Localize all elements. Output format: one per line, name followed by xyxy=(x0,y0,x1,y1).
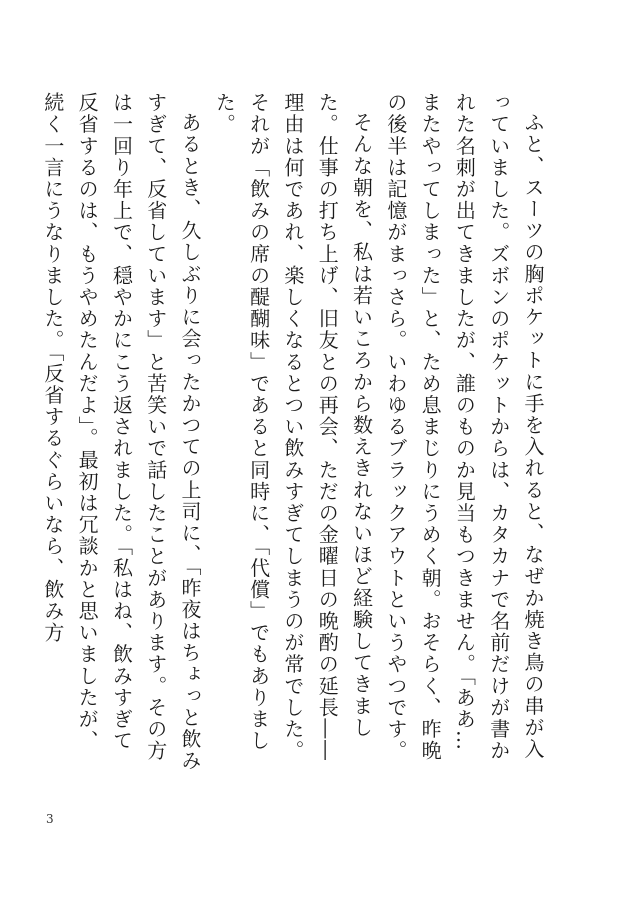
paragraph-1: ふと、スーツの胸ポケットに手を入れると、なぜか焼き鳥の串が入っていました。ズボンのポケットからは、カタカナで名前だけが書かれた名刺が出てきましたが、誰のものか見当もつきません。「ああ…またやってしまった」と、ため息まじりにうめく朝。おそらく、昨晩の後半は記憶がまっさら。いわゆるブラックアウトというやつです。 xyxy=(383,92,545,762)
body-text xyxy=(40,92,550,772)
paragraph-3: あるとき、久しぶりに会ったかつての上司に、「昨夜はちょっと飲みすぎて、反省しています」と苦笑いで話したことがあります。その方は一回り年上で、穏やかにこう返されました。「私はね、飲みすぎて反省するのは、もうやめたんだよ」。最初は冗談かと思いましたが、続く一言にうなりました。「反省するぐらいなら、飲み方 xyxy=(40,92,203,772)
page-number: 3 xyxy=(46,812,54,826)
paragraph-2: そんな朝を、私は若いころから数えきれないほど経験してきました。仕事の打ち上げ、旧友との再会、ただの金曜日の晩酌の延長――理由は何であれ、楽しくなるとつい飲みすぎてしまうのが常でした。それが「飲みの席の醍醐味」であると同時に、「代償」でもありました。 xyxy=(212,92,374,762)
